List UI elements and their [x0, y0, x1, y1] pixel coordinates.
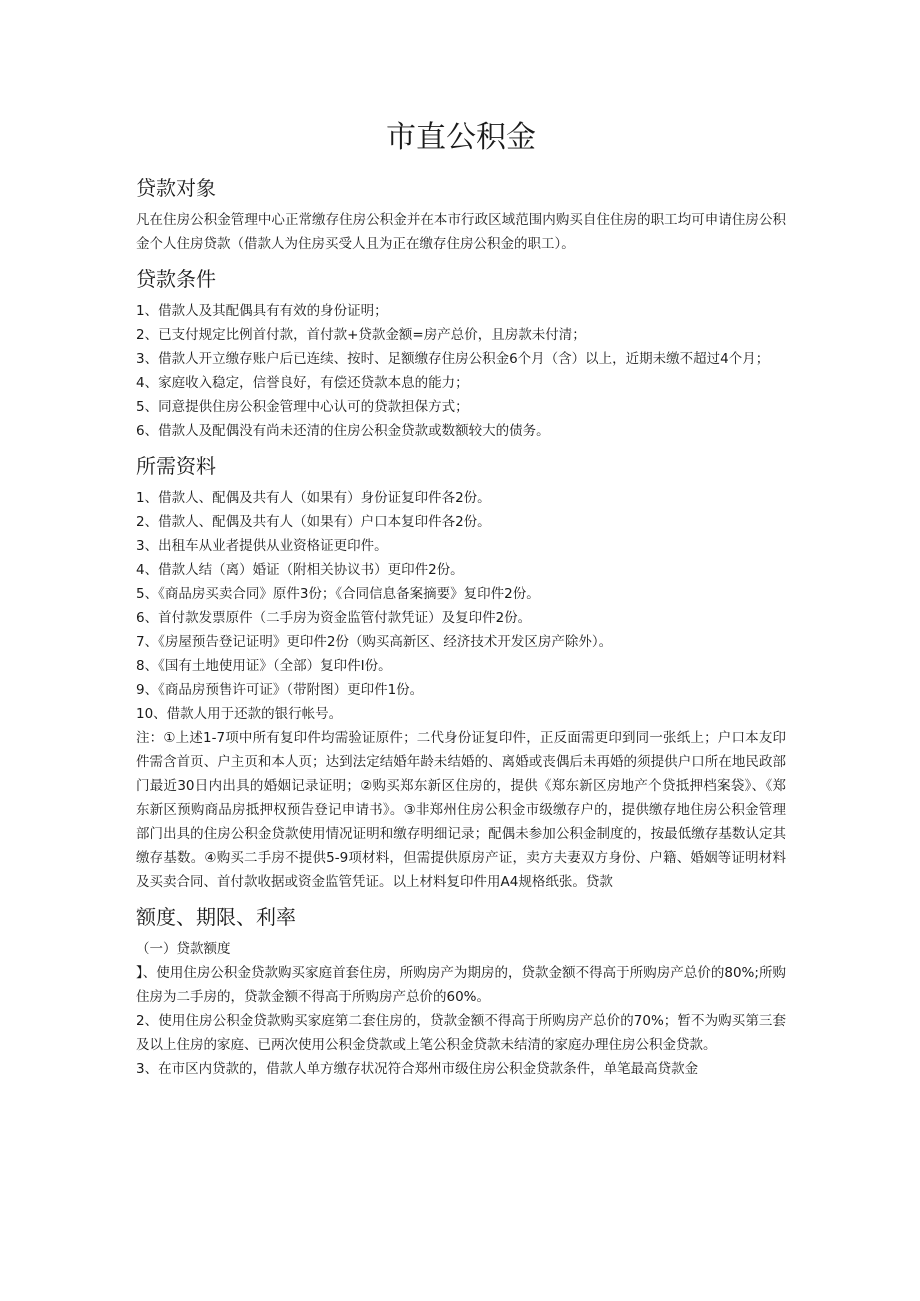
page-title: 市直公积金 — [386, 120, 536, 155]
material-item: 2、借款人、配偶及共有人（如果有）户口本复印件各2份。 — [136, 514, 491, 530]
material-item: 7、《房屋预告登记证明》更印件2份（购买高新区、经济技术开发区房产除外）。 — [136, 634, 613, 650]
amount-item: 】、使用住房公积金贷款购买家庭首套住房，所购房产为期房的，贷款金额不得高于所购房产总价的80%;所购住房为二手房的，贷款金额不得高于所购房产总价的60%。 — [136, 965, 786, 1005]
section-heading-conditions: 贷款条件 — [136, 267, 216, 291]
document-page — [136, 118, 786, 1081]
borrower-paragraph: 凡在住房公积金管理中心正常缴存住房公积金并在本市行政区域范围内购买自住住房的职工均可申请住房公积金个人住房贷款（借款人为住房买受人且为正在缴存住房公积金的职工）。 — [136, 212, 786, 252]
amount-subheading: （一）贷款额度 — [136, 941, 231, 957]
condition-item: 4、家庭收入稳定，信誉良好，有偿还贷款本息的能力； — [136, 375, 469, 391]
material-item: 1、借款人、配偶及共有人（如果有）身份证复印件各2份。 — [136, 490, 491, 506]
condition-item: 3、借款人开立缴存账户后已连续、按时、足额缴存住房公积金6个月（含）以上，近期未缴不超过4个月； — [136, 351, 770, 367]
material-item: 10、借款人用于还款的银行帐号。 — [136, 706, 343, 722]
material-item: 5、《商品房买卖合同》原件3份；《合同信息备案摘要》复印件2份。 — [136, 586, 540, 602]
condition-item: 2、已支付规定比例首付款，首付款+贷款金额=房产总价，且房款未付清； — [136, 327, 586, 343]
section-heading-amount: 额度、期限、利率 — [136, 905, 296, 929]
amount-item: 3、在市区内贷款的，借款人单方缴存状况符合郑州市级住房公积金贷款条件，单笔最高贷款金 — [136, 1061, 699, 1077]
condition-item: 6、借款人及配偶没有尚未还清的住房公积金贷款或数额较大的债务。 — [136, 423, 550, 439]
condition-item: 5、同意提供住房公积金管理中心认可的贷款担保方式； — [136, 399, 469, 415]
material-item: 3、出租车从业者提供从业资格证更印件。 — [136, 538, 388, 554]
material-item: 6、首付款发票原件（二手房为资金监管付款凭证）及复印件2份。 — [136, 610, 532, 626]
material-item: 4、借款人结（离）婚证（附相关协议书）更印件2份。 — [136, 562, 464, 578]
condition-item: 1、借款人及其配偶具有有效的身份证明； — [136, 303, 388, 319]
material-item: 9、《商品房预售许可证》（带附图）更印件1份。 — [136, 682, 424, 698]
materials-note: 注：①上述1-7项中所有复印件均需验证原件；二代身份证复印件，正反面需更印到同一张纸上；户口本友印件需含首页、户主页和本人页；达到法定结婚年龄未结婚的、离婚或丧偶后未再婚的须提供户口所在地民政部门最近30日内出具的婚姻记录证明；②购买郑东新区住房的，提供《郑东新区房地产个贷抵押档案袋》、《郑东新区预购商品房抵押权预告登记申请书》。③非郑州住房公积金市级缴存户的，提供缴存地住房公积金管理部门出具的住房公积金贷款使用情况证明和缴存明细记录；配偶未参加公积金制度的，按最低缴存基数认定其缴存基数。④购买二手房不提供5-9项材料，但需提供原房产证，卖方夫妻双方身份、户籍、婚姻等证明材料及买卖合同、首付款收据或资金监管凭证。以上材料复印件用A4规格纸张。贷款 — [136, 730, 786, 890]
material-item: 8、《国有土地使用证》（全部）复印件I份。 — [136, 658, 392, 674]
section-heading-materials: 所需资料 — [136, 454, 216, 478]
section-heading-borrower: 贷款对象 — [136, 176, 216, 200]
amount-item: 2、使用住房公积金贷款购买家庭第二套住房的，贷款金额不得高于所购房产总价的70%；暂不为购买第三套及以上住房的家庭、已两次使用公积金贷款或上笔公积金贷款未结清的家庭办理住房公积金贷款。 — [136, 1013, 786, 1053]
